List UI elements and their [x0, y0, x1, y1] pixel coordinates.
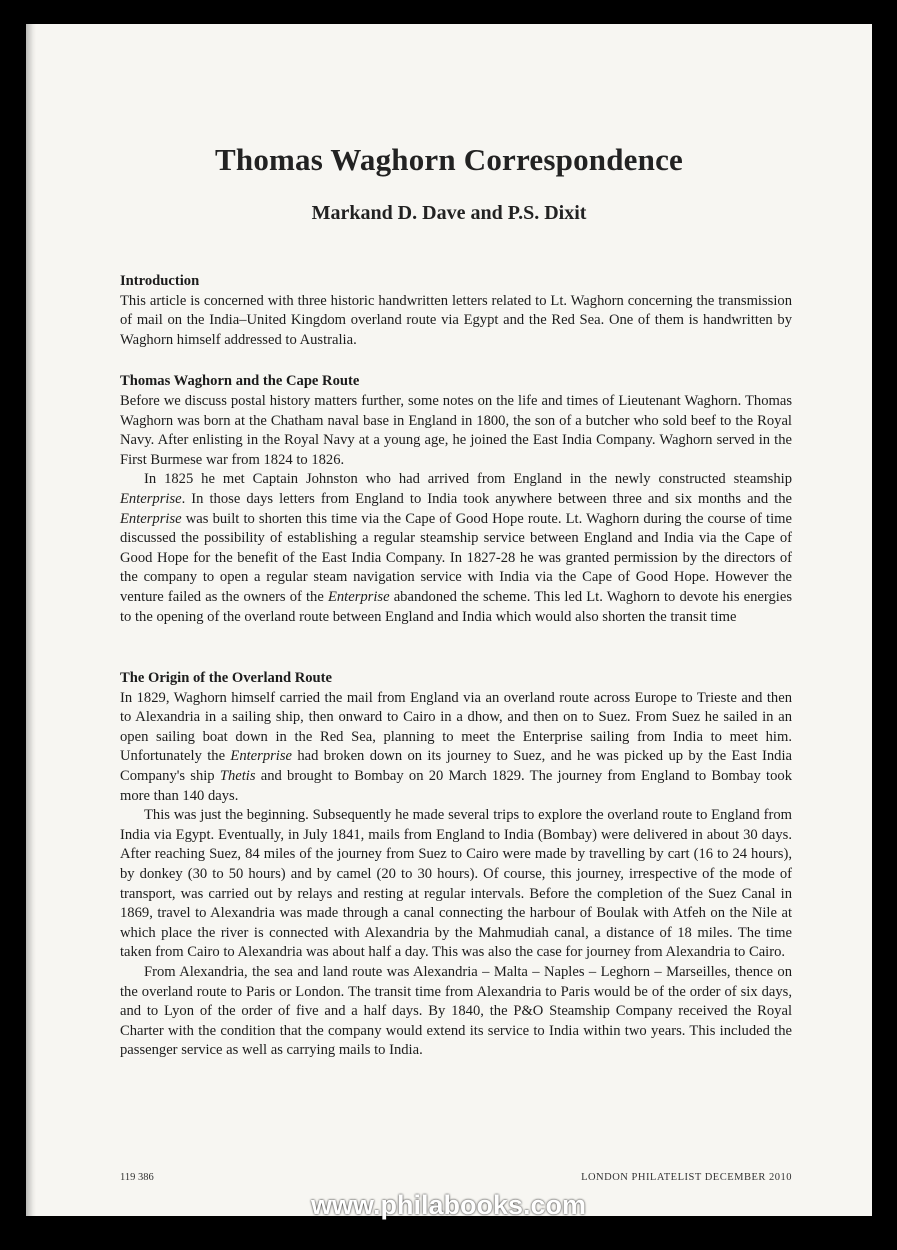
paragraph-overland-3: From Alexandria, the sea and land route was Alexandria – Malta – Naples – Leghorn – Marseilles, thence on the overland route to Paris or London. The transit time from Alexandria to Paris would be of the order of six days, and to Lyon of the order of five and a half days. By 1840, the P&O Steamship Company received the Royal Charter with the condition that the company would extend its service to India within two years. This included the passenger service as well as carrying mails to India. [120, 964, 792, 1059]
article-body [120, 272, 792, 1061]
paragraph-overland-1 [120, 689, 792, 807]
paragraph-introduction: This article is concerned with three historic handwritten letters related to Lt. Waghorn concerning the transmission of mail on the India–United Kingdom overland route via Egypt and the Red Sea. One of them is handwritten by Waghorn himself addressed to Australia. [120, 292, 792, 348]
paragraph-cape-1: Before we discuss postal history matters further, some notes on the life and times of Lieutenant Waghorn. Thomas Waghorn was born at the Chatham naval base in England in 1800, the son of a butcher who sold beef to the Royal Navy. After enlisting in the Royal Navy at a young age, he joined the East India Company. Waghorn served in the First Burmese war from 1824 to 1826. [120, 392, 792, 468]
ship-name-italic: Enterprise [120, 510, 182, 527]
text-run: . In those days letters from England to India took anywhere between three and six months and the [181, 490, 792, 507]
text-run: abandoned the scheme. This led Lt. Waghorn to devote his energies to the opening of the overland route between England and India which would also shorten the transit time [120, 588, 792, 625]
journal-running-footer: LONDON PHILATELIST DECEMBER 2010 [581, 1172, 792, 1183]
website-watermark: www.philabooks.com [310, 1190, 587, 1220]
text-run: and brought to Bombay on 20 March 1829. The journey from England to Bombay took more than 140 days. [120, 768, 793, 804]
text-run: In 1829, Waghorn himself carried the mail from England via an overland route across Europe to Trieste and then to Alexandria in a sailing ship, then onward to Cairo in a dhow, and then on to Suez. From Suez he sailed in an open sailing boat down in the Red Sea, planning to meet the Enterprise sailing from India to meet him. Unfortunately the [120, 689, 792, 765]
article-authors: Markand D. Dave and P.S. Dixit [311, 202, 587, 224]
section-heading-cape-route: Thomas Waghorn and the Cape Route [120, 373, 360, 390]
document-page [26, 24, 872, 1216]
text-run: was built to shorten this time via the Cape of Good Hope route. Lt. Waghorn during the course of time discussed the possibility of establishing a regular steamship service between England and India via the Cape of Good Hope for the benefit of the East India Company. In 1827-28 he was granted permission by the directors of the company to open a regular steam navigation service with India via the Cape of Good Hope. However the venture failed as the owners of the [120, 510, 792, 605]
section-heading-introduction: Introduction [120, 273, 200, 289]
ship-name-italic: Enterprise [120, 490, 182, 507]
section-heading-overland-route: The Origin of the Overland Route [120, 670, 333, 687]
text-run: In 1825 he met Captain Johnston who had arrived from England in the newly constructed steamship [144, 471, 792, 488]
article-title: Thomas Waghorn Correspondence [215, 142, 683, 177]
paragraph-cape-2 [120, 470, 792, 627]
paragraph-overland-2: This was just the beginning. Subsequently he made several trips to explore the overland route to England from India via Egypt. Eventually, in July 1841, mails from England to India (Bombay) were delivered in about 30 days. After reaching Suez, 84 miles of the journey from Suez to Cairo were made by travelling by cart (16 to 24 hours), by donkey (30 to 50 hours) and by camel (20 to 30 hours). Of course, this journey, irrespective of the mode of transport, was carried out by relays and resting at regular intervals. Before the completion of the Suez Canal in 1869, travel to Alexandria was made through a canal connecting the harbour of Boulak with Atfeh on the Nile at which place the river is connected with Alexandria by the Mahmudiah canal, a distance of 18 miles. The time taken from Cairo to Alexandria was about half a day. This was also the case for journey from Alexandria to Cairo. [120, 807, 792, 961]
text-run: had broken down on its journey to Suez, and he was picked up by the East India Company's ship [120, 748, 792, 785]
page-number: 119 386 [120, 1172, 154, 1183]
ship-name-italic: Enterprise [327, 588, 390, 605]
ship-name-italic: Enterprise [230, 748, 293, 765]
ship-name-italic: Thetis [219, 768, 256, 785]
